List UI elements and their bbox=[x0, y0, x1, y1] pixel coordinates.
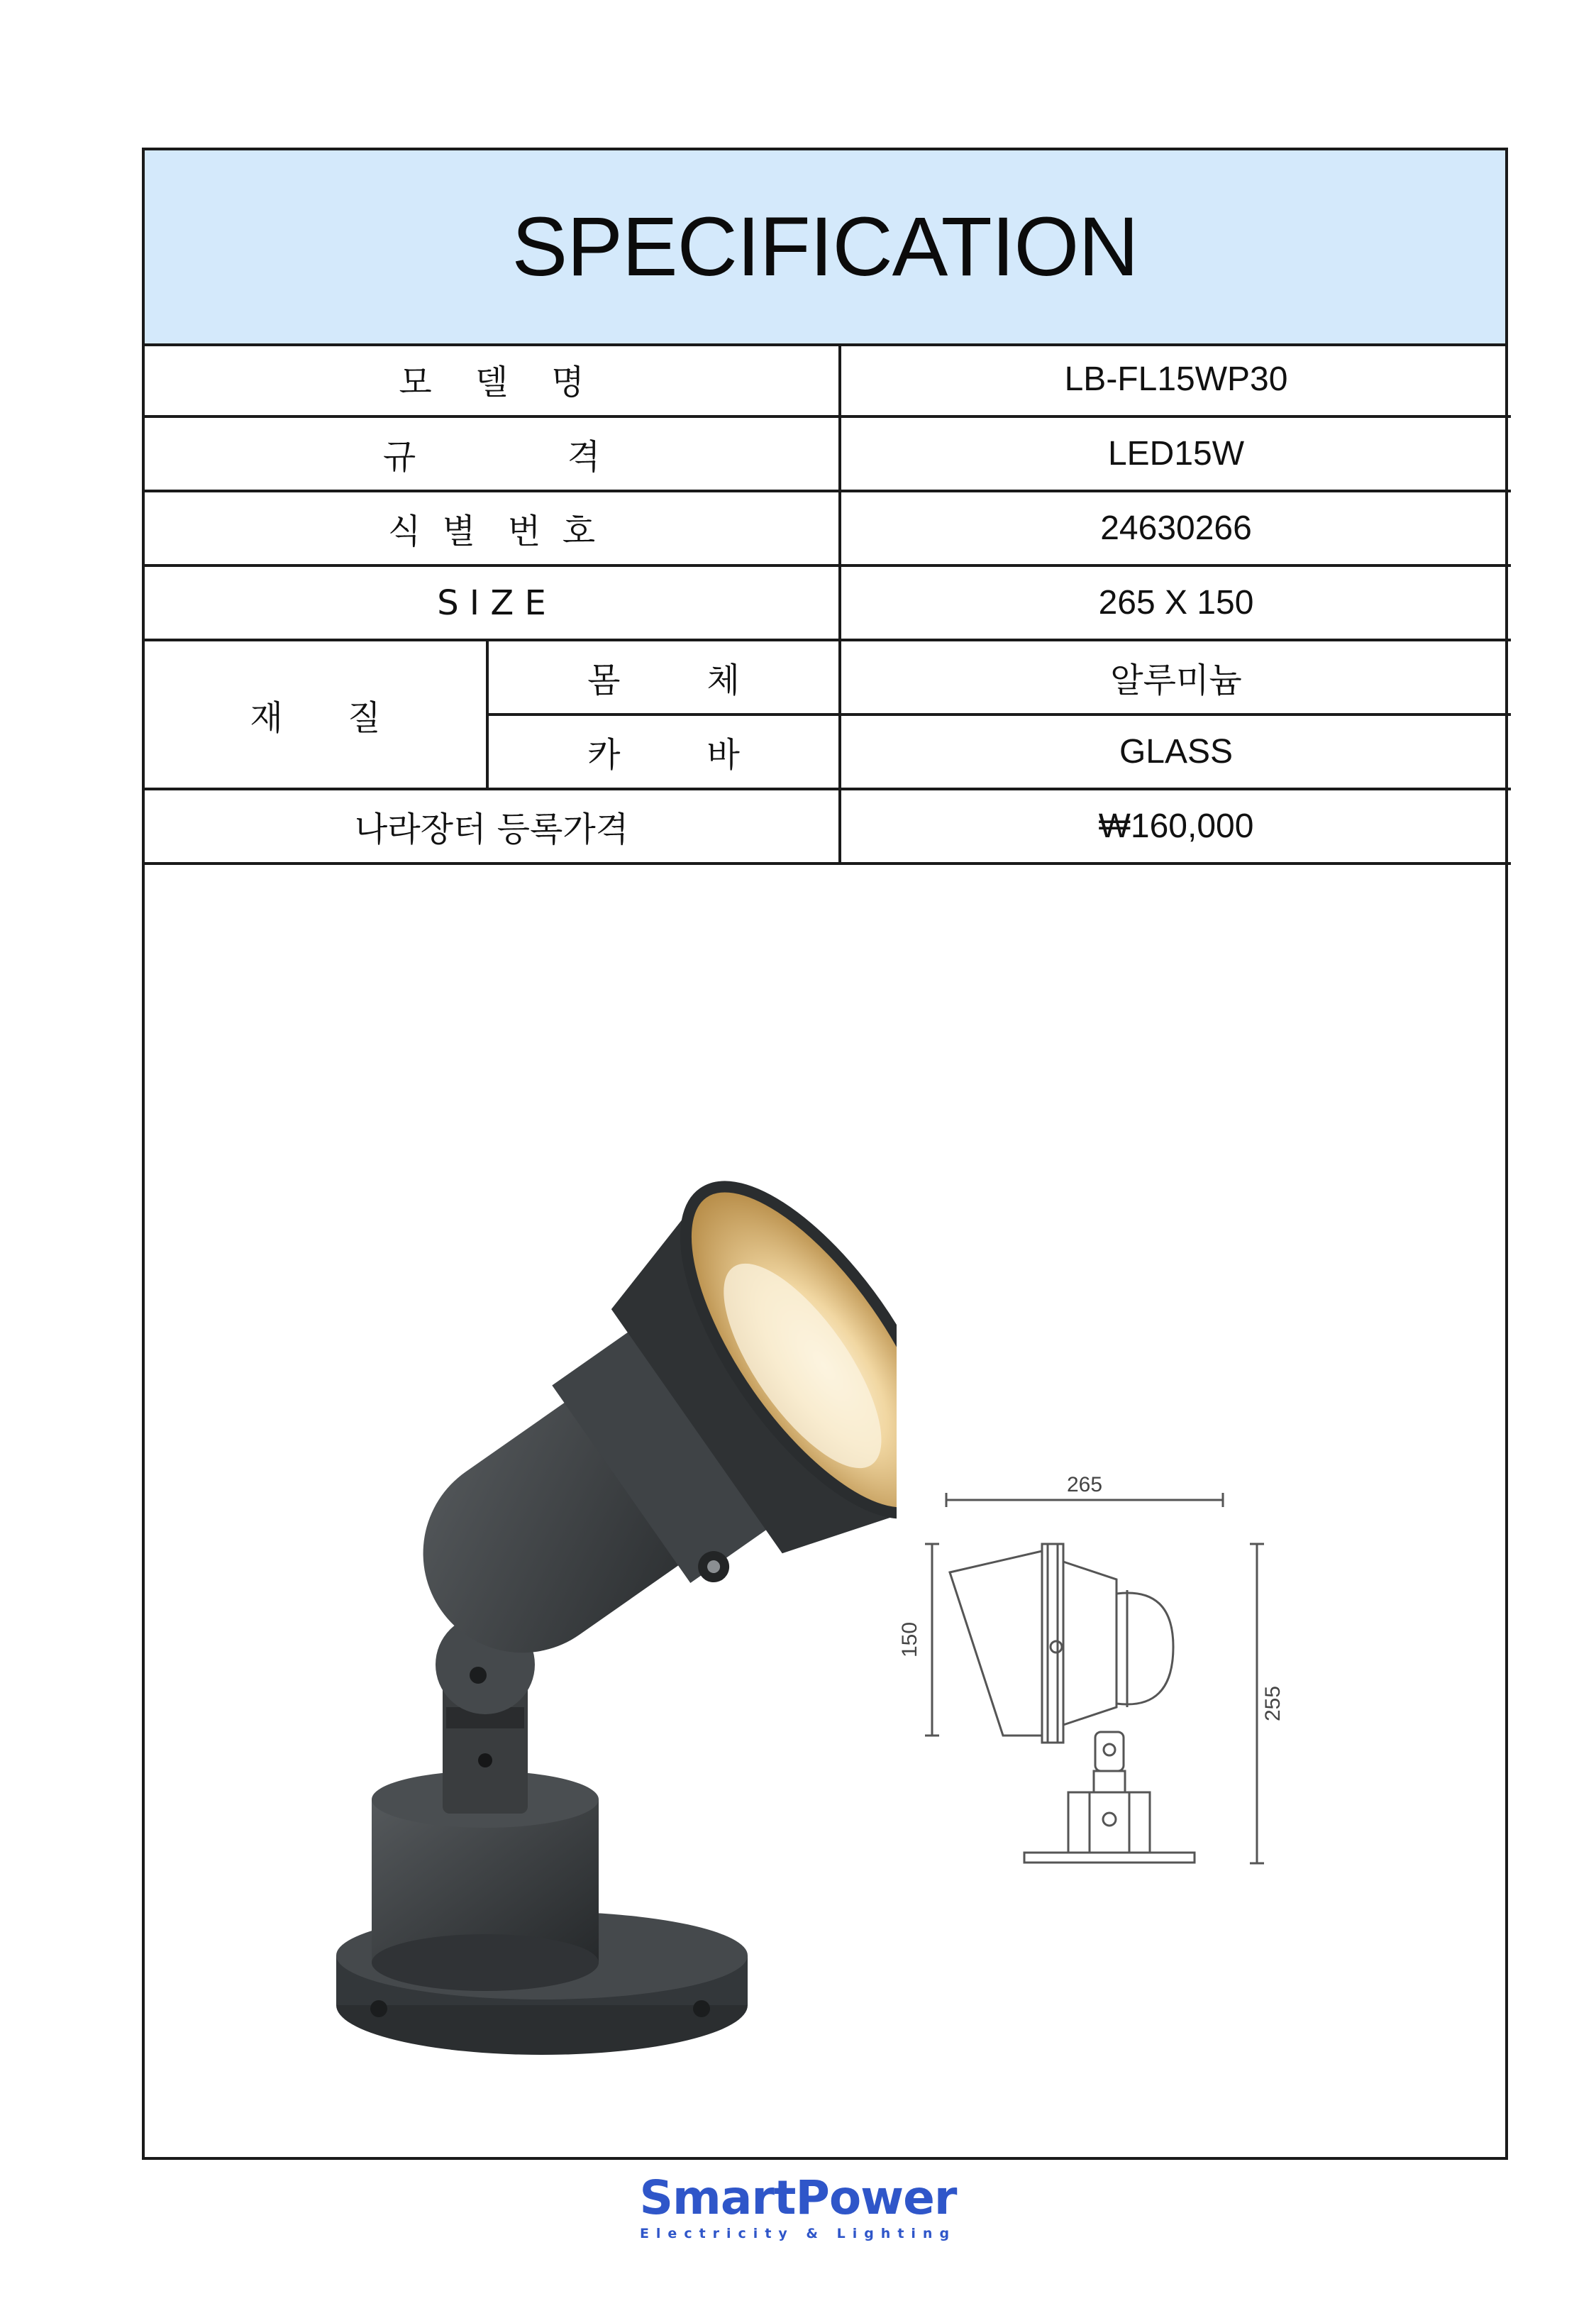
model-label: 모 델 명 bbox=[145, 343, 840, 416]
title-band bbox=[145, 150, 1505, 346]
product-photo bbox=[315, 1147, 897, 2083]
size-label: S I Z E bbox=[145, 566, 840, 640]
brand-logo bbox=[0, 2170, 1596, 2241]
dimension-drawing bbox=[882, 1466, 1365, 1906]
spec-label: 규 격 bbox=[145, 416, 840, 491]
cover-label: 카 바 bbox=[487, 715, 840, 789]
table-row bbox=[145, 566, 1511, 640]
price-label: 나라장터 등록가격 bbox=[145, 789, 840, 864]
spec-sheet bbox=[142, 148, 1508, 2160]
material-label: 재 질 bbox=[145, 640, 487, 789]
size-value: 265 X 150 bbox=[840, 566, 1511, 640]
id-number-value: 24630266 bbox=[840, 491, 1511, 566]
table-row bbox=[145, 416, 1511, 491]
table-row bbox=[145, 789, 1511, 864]
width-dimension: 265 bbox=[1066, 1473, 1103, 1496]
total-height-dimension: 255 bbox=[1261, 1685, 1285, 1722]
body-label: 몸 체 bbox=[487, 640, 840, 715]
spec-value: LED15W bbox=[840, 416, 1511, 491]
table-row bbox=[145, 640, 1511, 715]
logo-brand-text: SmartPower bbox=[639, 2170, 957, 2225]
model-value: LB-FL15WP30 bbox=[840, 343, 1511, 416]
id-number-label: 식 별 번 호 bbox=[145, 491, 840, 566]
cover-value: GLASS bbox=[840, 715, 1511, 789]
product-image-area bbox=[145, 891, 1505, 2157]
body-value: 알루미늄 bbox=[840, 640, 1511, 715]
table-row bbox=[145, 343, 1511, 416]
height-dimension: 150 bbox=[898, 1621, 921, 1658]
price-value: ₩160,000 bbox=[840, 789, 1511, 864]
page-title: SPECIFICATION bbox=[511, 200, 1138, 294]
spec-table bbox=[145, 343, 1511, 865]
logo-tagline: Electricity & Lighting bbox=[639, 2226, 957, 2241]
table-row bbox=[145, 491, 1511, 566]
